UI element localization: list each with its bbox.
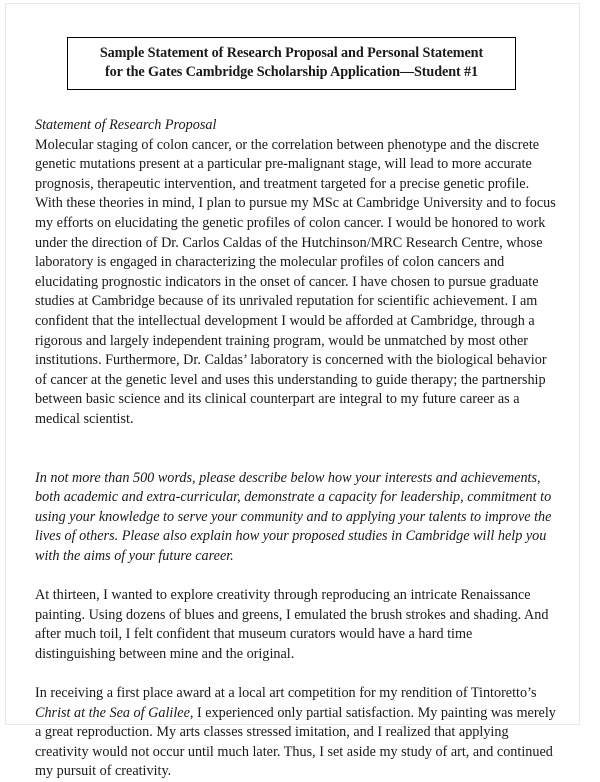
- artwork-title: Christ at the Sea of Galilee: [35, 704, 190, 721]
- paragraph-personal-statement-1: At thirteen, I wanted to explore creativity through reproducing an intricate Renaissance painting. Using dozens of blues and greens, I emulated the brush strokes and shading. And after much toil, I felt confident that museum curators would have a hard time distinguishing between mine and the original.: [35, 587, 549, 662]
- page-content-area: [35, 4, 556, 780]
- personal-statement-2-text-before-title: In receiving a first place award at a local art competition for my rendition of Tintoretto’s: [35, 685, 537, 702]
- document-title-line-1: Sample Statement of Research Proposal and Personal Statement: [99, 45, 484, 61]
- paragraph-research-proposal: Molecular staging of colon cancer, or the correlation between phenotype and the discrete genetic mutations present at a particular pre-malignant stage, will lead to more accurate prognosis, therapeutic intervention, and treatment targeted for a precise genetic profile. With these theories in mind, I plan to pursue my MSc at Cambridge University and to focus my efforts on elucidating the genetic profiles of colon cancer. I would be honored to work under the direction of Dr. Carlos Caldas of the Hutchinson/MRC Research Centre, whose laboratory is engaged in characterizing the molecular profiles of colon cancers and elucidating prognostic indicators in the onset of cancer. I have chosen to pursue graduate studies at Cambridge because of its unrivaled reputation for scientific achievement. I am confident that the intellectual development I would be afforded at Cambridge, through a rigorous and largely independent training program, would be unmatched by most other institutions. Furthermore, Dr. Caldas’ laboratory is concerned with the biological behavior of cancer at the genetic level and uses this understanding to guide therapy; the partnership between basic science and its clinical counterpart are integral to my future career as a medical scientist.: [35, 136, 556, 427]
- document-body: [35, 116, 556, 782]
- document-title-line-2: for the Gates Cambridge Scholarship Application—Student #1: [104, 64, 479, 80]
- document-title-box: [67, 37, 516, 90]
- document-page: [5, 3, 580, 780]
- personal-statement-2-text-after-title: , I experienced only partial satisfaction. My painting was merely a great reproduction. My arts classes stressed imitation, and I realized that applying creativity would not occur until much later. Thus, I set aside my study of art, and continued my pursuit of creativity.: [35, 704, 556, 780]
- section-heading-research-proposal: Statement of Research Proposal: [35, 117, 217, 133]
- paragraph-personal-statement-2: [35, 684, 556, 782]
- paragraph-application-prompt: In not more than 500 words, please describe below how your interests and achievements, both academic and extra-curricular, demonstrate a capacity for leadership, commitment to using your knowledge to serve your community and to applying your talents to improve the lives of others. Please also explain how your proposed studies in Cambridge will help you with the aims of your future career.: [35, 469, 552, 564]
